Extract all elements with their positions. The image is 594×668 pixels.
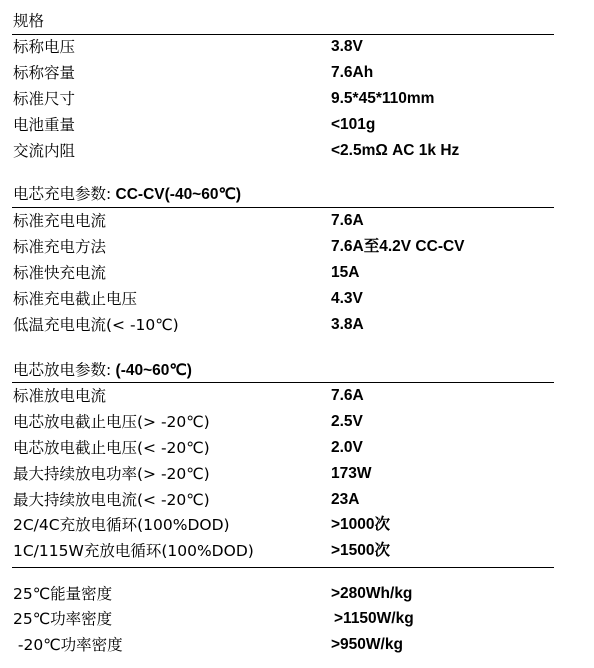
- section-divider: [12, 567, 554, 568]
- param-label: 最大持续放电电流(< -20℃): [13, 491, 210, 509]
- param-value: 7.6A: [331, 212, 364, 229]
- section-title-charging: [0, 185, 594, 209]
- param-label: 25℃功率密度: [13, 610, 113, 628]
- param-label: 标准放电电流: [13, 387, 107, 405]
- param-value: 9.5*45*110mm: [331, 90, 435, 107]
- param-value: >950W/kg: [331, 636, 403, 653]
- table-row: [0, 212, 594, 236]
- param-label: 标准充电电流: [13, 212, 107, 230]
- table-row: [0, 116, 594, 140]
- table-row: [0, 316, 594, 340]
- section-title-suffix: CC-CV(-40~60℃): [111, 186, 242, 203]
- param-label: 标准快充电流: [13, 264, 107, 282]
- section-title-text: [13, 185, 241, 204]
- param-value: 23A: [331, 491, 360, 508]
- table-row: [0, 264, 594, 288]
- param-label: 标称容量: [13, 64, 76, 82]
- section-title-suffix: (-40~60℃): [111, 362, 192, 379]
- param-value: 173W: [331, 465, 372, 482]
- param-value: 7.6Ah: [331, 64, 374, 81]
- param-value: 15A: [331, 264, 360, 281]
- section-title-main: 电芯放电参数:: [13, 361, 112, 379]
- param-value: 3.8V: [331, 38, 363, 55]
- param-label: 1C/115W充放电循环(100%DOD): [13, 542, 254, 560]
- section-divider: [12, 382, 554, 383]
- section-title-text: 规格: [13, 12, 45, 30]
- table-row: [0, 38, 594, 62]
- table-row: [0, 387, 594, 411]
- param-label: 低温充电电流(< -10℃): [13, 316, 179, 334]
- param-label: 最大持续放电功率(> -20℃): [13, 465, 210, 483]
- table-row: [0, 439, 594, 463]
- table-row: [0, 585, 594, 609]
- param-value: >280Wh/kg: [331, 585, 413, 602]
- table-row: [0, 90, 594, 114]
- param-value: 7.6A至4.2V CC-CV: [331, 238, 465, 255]
- section-title-text: [13, 361, 192, 380]
- param-value: 7.6A: [331, 387, 364, 404]
- table-row: [0, 516, 594, 540]
- section-title-specs: [0, 12, 594, 36]
- section-title-main: 电芯充电参数:: [13, 185, 112, 203]
- param-value: <101g: [331, 116, 376, 133]
- section-divider: [12, 34, 554, 35]
- table-row: [0, 636, 594, 660]
- param-label: 交流内阻: [13, 142, 76, 160]
- param-label: 标准充电方法: [13, 238, 107, 256]
- param-label: 标准尺寸: [13, 90, 76, 108]
- table-row: [0, 465, 594, 489]
- param-value: >1150W/kg: [334, 610, 414, 627]
- table-row: [0, 142, 594, 166]
- table-row: [0, 64, 594, 88]
- table-row: [0, 491, 594, 515]
- param-label: 电芯放电截止电压(> -20℃): [13, 413, 210, 431]
- section-divider: [12, 207, 554, 208]
- param-label: 2C/4C充放电循环(100%DOD): [13, 516, 230, 534]
- param-label: 25℃能量密度: [13, 585, 113, 603]
- param-value: 4.3V: [331, 290, 363, 307]
- param-label: 标准充电截止电压: [13, 290, 138, 308]
- table-row: [0, 290, 594, 314]
- table-row: [0, 610, 594, 634]
- param-value: 3.8A: [331, 316, 364, 333]
- param-value: >1500次: [331, 542, 391, 559]
- param-label: -20℃功率密度: [13, 636, 123, 654]
- param-label: 电芯放电截止电压(< -20℃): [13, 439, 210, 457]
- table-row: [0, 542, 594, 566]
- table-row: [0, 238, 594, 262]
- param-label: 标称电压: [13, 38, 76, 56]
- param-value: 2.0V: [331, 439, 363, 456]
- param-value: 2.5V: [331, 413, 363, 430]
- table-row: [0, 413, 594, 437]
- param-value: >1000次: [331, 516, 391, 533]
- param-label: 电池重量: [13, 116, 76, 134]
- param-value: <2.5mΩ AC 1k Hz: [331, 142, 460, 159]
